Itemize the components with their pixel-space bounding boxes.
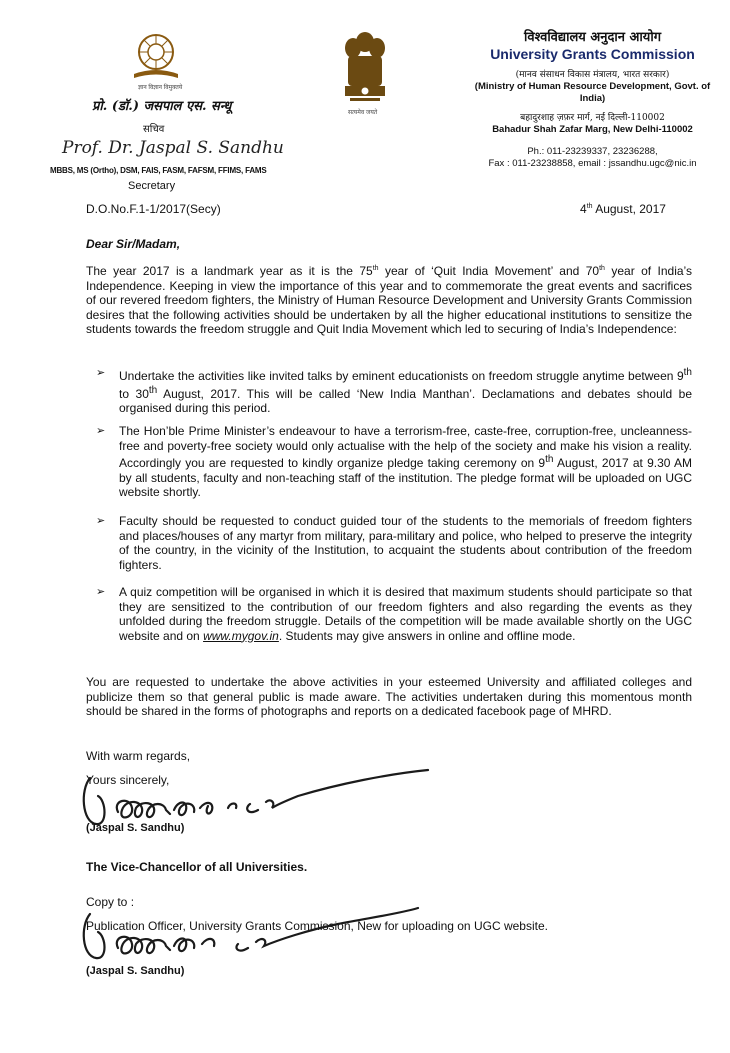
- org-name-hindi: विश्वविद्यालय अनुदान आयोग: [523, 30, 662, 45]
- address-english: Bahadur Shah Zafar Marg, New Delhi-110002: [492, 124, 693, 135]
- arrow-bullet-icon: ➢: [96, 515, 106, 527]
- arrow-bullet-icon: ➢: [96, 586, 106, 598]
- list-item: ➢ The Hon’ble Prime Minister’s endeavour to have a terrorism-free, caste-free, corruption-free, uncleanness-free and poverty-free society would only actualise with the help of the society and make his vision a reality. Accordingly you are requested to kindly organize pledge taking ceremony on 9th August, 2017 at 9.30 AM by all students, faculty and non-teaching staff of the institution. The pledge format will be uploaded on UGC website shortly.: [96, 424, 693, 499]
- ministry-hindi: (मानव संसाधन विकास मंत्रालय, भारत सरकार): [515, 69, 670, 80]
- list-item: ➢ A quiz competition will be organised in which it is desired that maximum students should participate so that they are sensitized to the contribution of our freedom fighters and also regarding the events as they unfolded during the freedom struggle. Details of the competition will be made available shortly on the UGC website and on www.mygov.in. Students may give answers in online and offline mode.: [96, 585, 692, 643]
- qualifications: MBBS, MS (Ortho), DSM, FAIS, FASM, FAFSM, FFIMS, FAMS: [50, 166, 267, 175]
- title-english: Secretary: [128, 180, 176, 192]
- left-motto: ज्ञान विज्ञान विमुक्तये: [138, 85, 183, 91]
- national-emblem-icon: [340, 28, 390, 108]
- ministry-english: (Ministry of Human Resource Development, Govt. of India): [474, 81, 711, 104]
- list-item: ➢ Undertake the activities like invited talks by eminent educationists on freedom struggle anytime between 9th to 30th August, 2017. This will be called ‘New India Manthan’. Declamations and debates should be organised during this period.: [96, 367, 692, 415]
- emblem-motto: सत्यमेव जयते: [348, 110, 378, 116]
- address-hindi: बहादुरशाह ज़फ़र मार्ग, नई दिल्ली-110002: [520, 112, 665, 123]
- org-name-english: University Grants Commission: [490, 46, 695, 63]
- copy-to-label: Copy to :: [86, 895, 135, 909]
- ugc-logo-icon: [126, 30, 186, 84]
- title-hindi: सचिव: [143, 124, 165, 135]
- fax-email-line: Fax : 011-23238858, email : jssandhu.ugc@nic.in: [488, 157, 697, 169]
- signature-icon: [78, 900, 438, 975]
- phone-line: Ph.: 011-23239337, 23236288,: [527, 145, 658, 157]
- closing-paragraph: You are requested to undertake the above activities in your esteemed University and affiliated colleges and publicize them so that general public is made aware. The activities undertaken during this momentous month should be shared in the forms of photographs and reports on a dedicated facebook page of MHRD.: [86, 675, 692, 718]
- copy-to-recipient: Publication Officer, University Grants Commission, New for uploading on UGC website.: [86, 919, 548, 933]
- org-address-block: [470, 30, 715, 170]
- reference-number: D.O.No.F.1-1/2017(Secy): [86, 202, 221, 216]
- name-hindi: प्रो. (डॉ.) जसपाल एस. सन्धू: [92, 99, 232, 114]
- arrow-bullet-icon: ➢: [96, 367, 106, 379]
- intro-paragraph: The year 2017 is a landmark year as it is the 75th year of ‘Quit India Movement’ and 70th year of India’s Independence. Keeping in view the importance of this year and to commemorate the great events and sacrifices of our revered freedom fighters, the Ministry of Human Resource Development and University Grants Commission desires that the following activities should be undertaken by all the higher educational institutions to sensitize the students towards the freedom struggle and Quit India Movement which led to securing of India’s Independence:: [86, 264, 693, 336]
- arrow-bullet-icon: ➢: [96, 425, 106, 437]
- recipient: The Vice-Chancellor of all Universities.: [86, 860, 308, 874]
- letter-date: 4th August, 2017: [580, 202, 666, 216]
- mygov-link[interactable]: www.mygov.in: [203, 628, 279, 643]
- list-item: ➢ Faculty should be requested to conduct guided tour of the students to the memorials of freedom fighters and places/houses of any martyr from military, para-military and police, who helped to preserve the integrity of the country, in the vicinity of the Institution, to acquaint the students about contribution of the freedom fighters.: [96, 514, 692, 572]
- closing-line: Yours sincerely,: [86, 773, 170, 787]
- salutation: Dear Sir/Madam,: [86, 237, 181, 251]
- signatory-name-copy: (Jaspal S. Sandhu): [86, 965, 185, 977]
- signatory-name: (Jaspal S. Sandhu): [86, 822, 185, 834]
- name-english: Prof. Dr. Jaspal S. Sandhu: [62, 138, 284, 158]
- regards-line: With warm regards,: [86, 749, 191, 763]
